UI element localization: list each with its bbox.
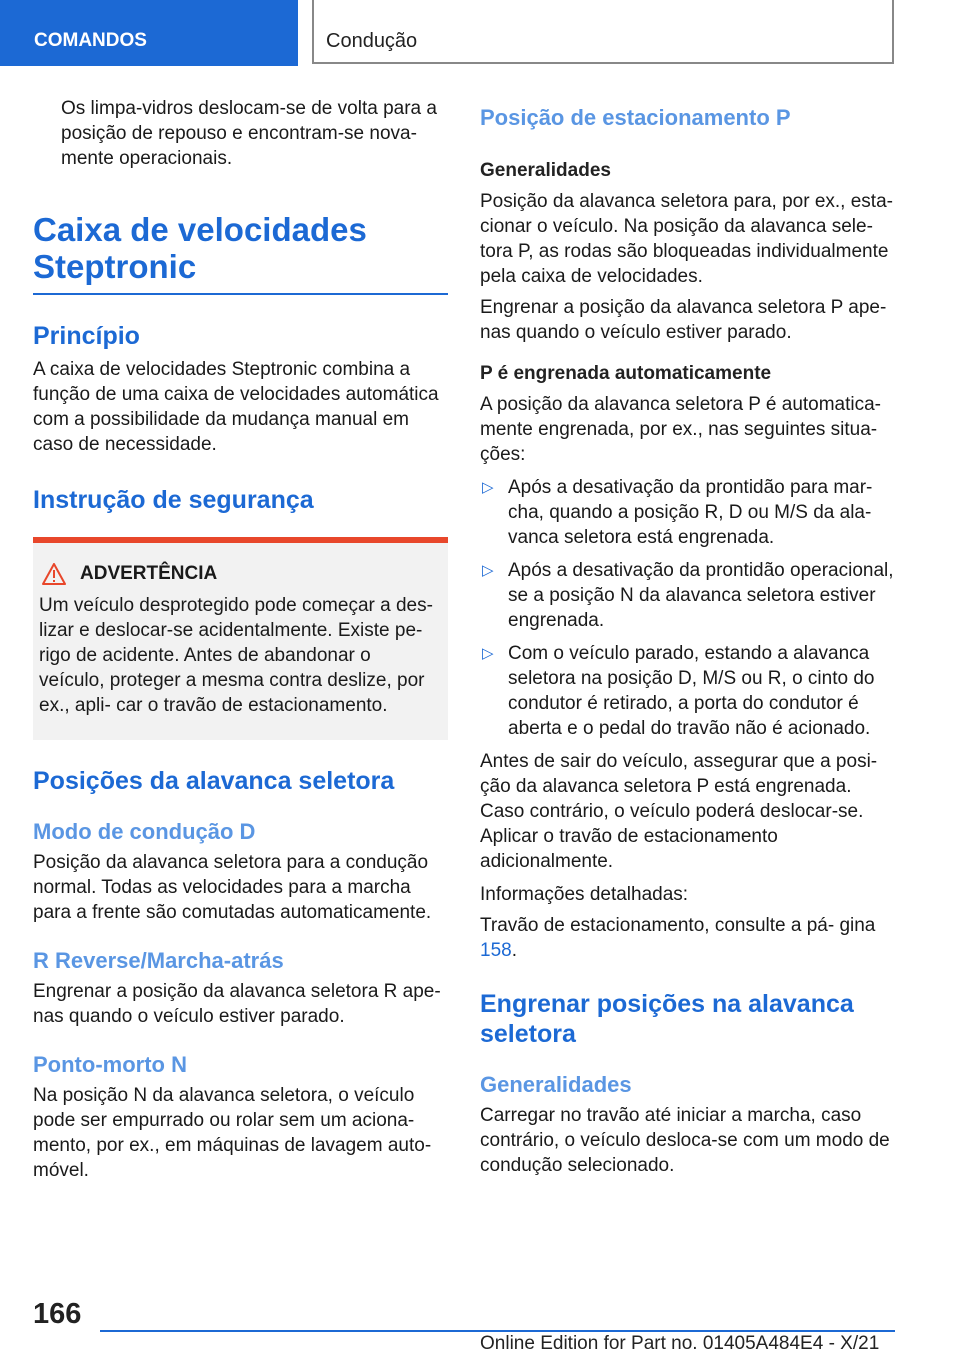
posicoes-heading: Posições da alavanca seletora xyxy=(33,767,395,795)
generalidades-text-1: Posição da alavanca seletora para, por ex., esta- cionar o veículo. Na posição da alavanca sele- tora P, as rodas são bloqueadas individualmente pela caixa de velocidades. xyxy=(480,191,893,287)
triangle-bullet-icon: ▷ xyxy=(482,645,494,662)
generalidades-heading: Generalidades xyxy=(480,160,611,181)
warning-box xyxy=(33,537,448,740)
n-heading: Ponto-morto N xyxy=(33,1052,187,1077)
seguranca-heading: Instrução de segurança xyxy=(33,486,314,514)
triangle-bullet-icon: ▷ xyxy=(482,562,494,579)
r-heading: R Reverse/Marcha-atrás xyxy=(33,948,284,973)
warning-title-row xyxy=(39,563,440,585)
d-text: Posição da alavanca seletora para a condução normal. Todas as velocidades para a marcha para a frente são comutadas automaticamente. xyxy=(33,852,432,923)
warning-text: Um veículo desprotegido pode começar a des- lizar e deslocar-se acidentalmente. Existe pe- rigo de acidente. Antes de abandonar o veículo, proteger a mesma contra deslize, por ex., apli- car o travão de estacionamento. xyxy=(39,595,433,716)
info-reference: Travão de estacionamento, consulte a pá- gina 158. xyxy=(480,915,876,961)
generalidades-2-heading: Generalidades xyxy=(480,1072,632,1097)
footer-divider xyxy=(100,1330,895,1332)
left-column xyxy=(33,96,448,1183)
engrenar-heading: Engrenar posições na alavanca seletora xyxy=(480,990,854,1048)
auto-heading: P é engrenada automaticamente xyxy=(480,363,772,384)
page-link[interactable]: 158 xyxy=(480,940,512,961)
list-item: ▷ Após a desativação da prontidão operacional, se a posição N da alavanca seletora estiver engrenada. xyxy=(482,560,894,631)
principio-text: A caixa de velocidades Steptronic combina a função de uma caixa de velocidades automática com a possibilidade da mudança manual em caso de necessidade. xyxy=(33,359,439,455)
p-heading: Posição de estacionamento P xyxy=(480,105,791,130)
page-number: 166 xyxy=(33,1298,82,1330)
section-label: COMANDOS xyxy=(34,30,147,51)
after-text: Antes de sair do veículo, assegurar que a posi- ção da alavanca seletora P está engrenada. Caso contrário, o veículo poderá deslocar-se. Aplicar o travão de estacionamento adicionalmente. xyxy=(480,751,878,872)
auto-text: A posição da alavanca seletora P é automatica- mente engrenada, por ex., nas seguintes situa- ções: xyxy=(480,394,882,465)
info-label: Informações detalhadas: xyxy=(480,884,689,905)
footer-edition: Online Edition for Part no. 01405A484E4 - X/21 xyxy=(480,1333,880,1354)
n-text: Na posição N da alavanca seletora, o veículo pode ser empurrado ou rolar sem um aciona- mento, por ex., em máquinas de lavagem auto- móvel. xyxy=(33,1085,432,1181)
right-column xyxy=(480,104,895,1178)
situations-list xyxy=(480,475,895,741)
d-heading: Modo de condução D xyxy=(33,819,256,844)
generalidades-2-text: Carregar no travão até iniciar a marcha, caso contrário, o veículo desloca-se com um modo de condução selecionado. xyxy=(480,1105,890,1176)
chapter-label: Condução xyxy=(326,30,418,52)
generalidades-text-2: Engrenar a posição da alavanca seletora P ape- nas quando o veículo estiver parado. xyxy=(480,297,887,343)
section-tab xyxy=(0,0,298,66)
list-item: ▷ Após a desativação da prontidão para mar- cha, quando a posição R, D ou M/S da ala- vanca seletora está engrenada. xyxy=(482,477,873,548)
warning-icon xyxy=(42,563,66,585)
page-title: Caixa de velocidades Steptronic xyxy=(33,211,448,295)
warning-title: ADVERTÊNCIA xyxy=(80,563,218,584)
chapter-tab xyxy=(312,0,894,64)
list-item: ▷ Com o veículo parado, estando a alavanca seletora na posição D, M/S ou R, o cinto do condutor é retirado, a porta do condutor é aberta e o pedal do travão não é acionado. xyxy=(482,643,875,739)
principio-heading: Princípio xyxy=(33,322,140,350)
intro-paragraph: Os limpa-vidros deslocam-se de volta para a posição de repouso e encontram-se nova- mente operacionais. xyxy=(61,98,437,169)
triangle-bullet-icon: ▷ xyxy=(482,479,494,496)
r-text: Engrenar a posição da alavanca seletora R ape- nas quando o veículo estiver parado. xyxy=(33,981,441,1027)
